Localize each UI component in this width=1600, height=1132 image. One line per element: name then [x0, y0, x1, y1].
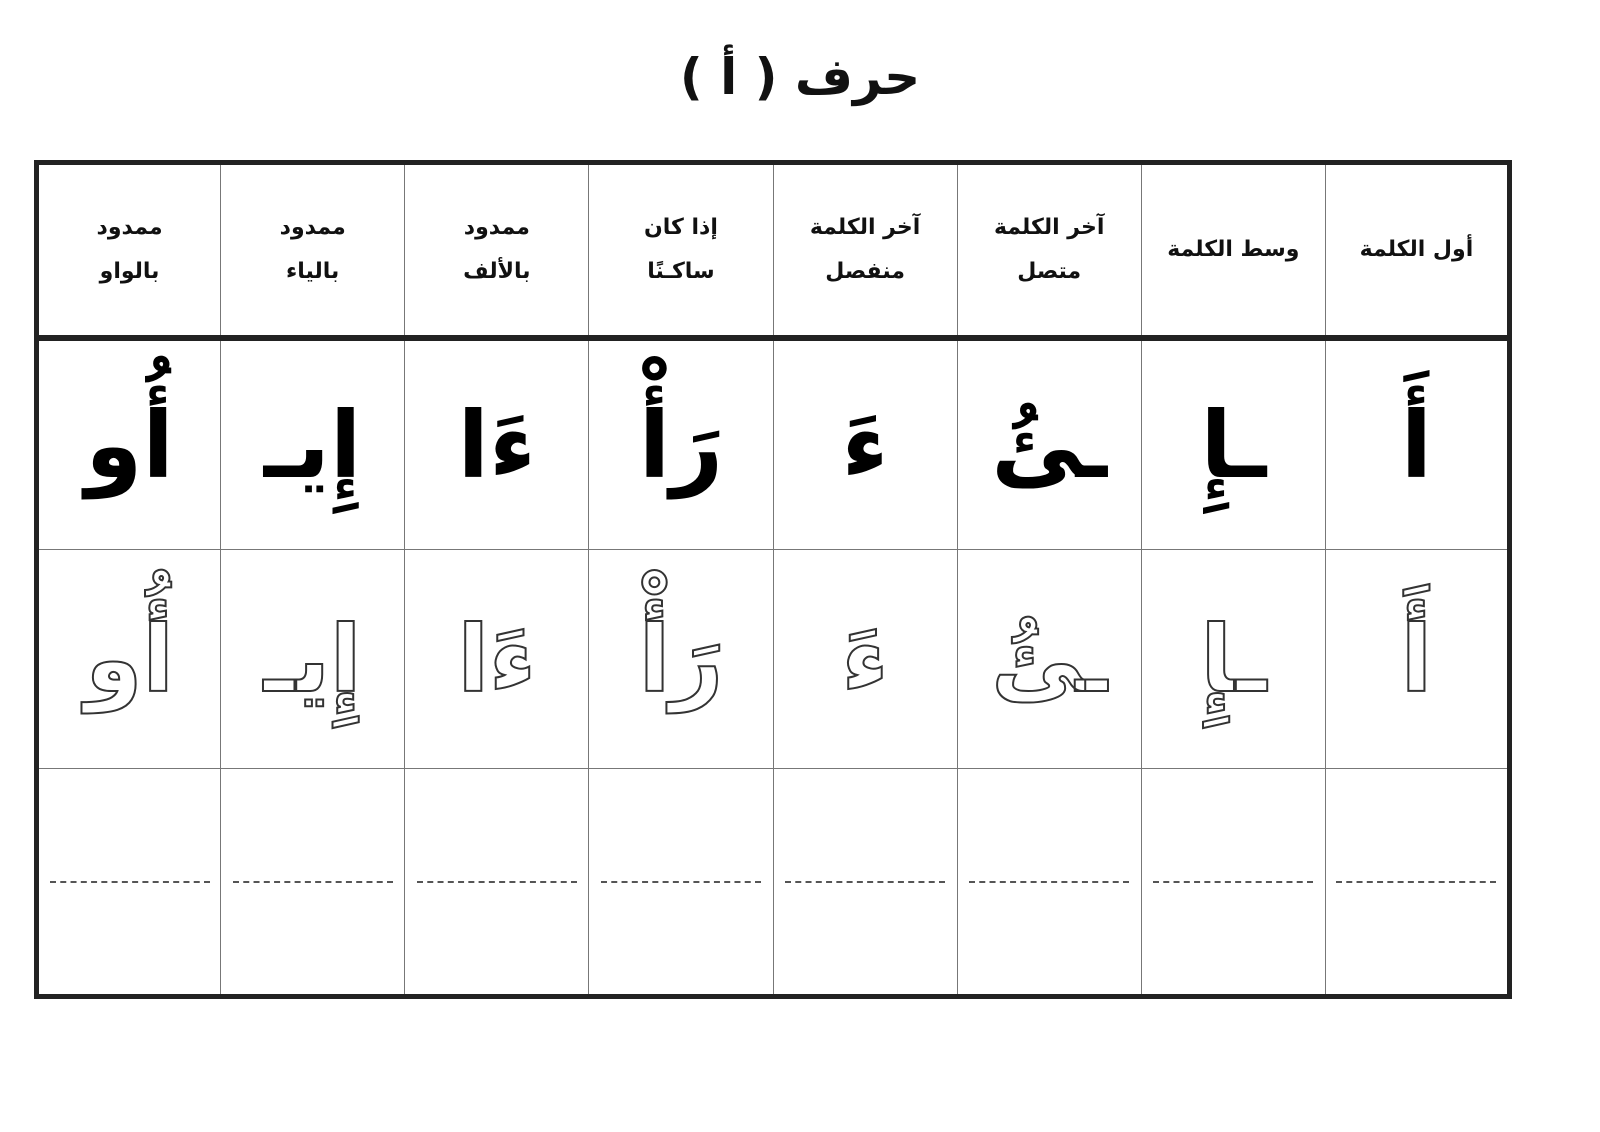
dashed-writing-line: [417, 881, 577, 883]
letter-form: أَ: [1325, 338, 1509, 550]
header-text: بالألف: [463, 259, 531, 284]
header-text: بالواو: [99, 259, 160, 284]
tracing-row: [37, 550, 1510, 769]
dashed-writing-line: [1336, 881, 1496, 883]
letter-form: رَأْ: [589, 338, 773, 550]
tracing-letter: ـئُ: [957, 550, 1141, 769]
header-text: وسط الكلمة: [1167, 237, 1300, 262]
column-header: [589, 163, 773, 339]
header-text: ممدود: [96, 215, 163, 240]
header-text: آخر الكلمة: [809, 215, 921, 240]
writing-cell[interactable]: [589, 769, 773, 997]
letter-form: أُو: [37, 338, 221, 550]
column-header: [957, 163, 1141, 339]
writing-cell[interactable]: [405, 769, 589, 997]
letter-row: [37, 338, 1510, 550]
tracing-letter: ءَا: [405, 550, 589, 769]
dashed-writing-line: [601, 881, 761, 883]
column-header: [405, 163, 589, 339]
header-text: آخر الكلمة: [993, 215, 1105, 240]
writing-cell[interactable]: [37, 769, 221, 997]
header-text: ساكـنًا: [647, 259, 715, 284]
header-text: إذا كان: [644, 215, 718, 240]
header-text: منفصل: [825, 259, 905, 284]
letter-form: ءَا: [405, 338, 589, 550]
tracing-letter: أُو: [37, 550, 221, 769]
tracing-letter: ءَ: [773, 550, 957, 769]
header-text: أول الكلمة: [1359, 237, 1474, 262]
column-header: [37, 163, 221, 339]
column-header: [1141, 163, 1325, 339]
tracing-letter: إِيـ: [221, 550, 405, 769]
letter-form: ـئُ: [957, 338, 1141, 550]
header-text: بالياء: [286, 259, 340, 284]
writing-row: [37, 769, 1510, 997]
dashed-writing-line: [969, 881, 1129, 883]
header-text: ممدود: [463, 215, 530, 240]
header-text: ممدود: [279, 215, 346, 240]
dashed-writing-line: [50, 881, 210, 883]
header-text: متصل: [1017, 259, 1082, 284]
writing-cell[interactable]: [221, 769, 405, 997]
header-row: [37, 163, 1510, 339]
tracing-letter: ـإِ: [1141, 550, 1325, 769]
dashed-writing-line: [233, 881, 393, 883]
writing-cell[interactable]: [957, 769, 1141, 997]
writing-cell[interactable]: [1141, 769, 1325, 997]
writing-cell[interactable]: [1325, 769, 1509, 997]
worksheet-title: حرف ( أ ): [679, 48, 921, 106]
column-header: [773, 163, 957, 339]
dashed-writing-line: [785, 881, 945, 883]
letter-form: ءَ: [773, 338, 957, 550]
column-header: [221, 163, 405, 339]
letter-form: ـإِ: [1141, 338, 1325, 550]
tracing-letter: رَأْ: [589, 550, 773, 769]
tracing-letter: أَ: [1325, 550, 1509, 769]
letter-form: إِيـ: [221, 338, 405, 550]
letter-forms-table: [34, 160, 1512, 999]
column-header: [1325, 163, 1509, 339]
dashed-writing-line: [1153, 881, 1313, 883]
writing-cell[interactable]: [773, 769, 957, 997]
